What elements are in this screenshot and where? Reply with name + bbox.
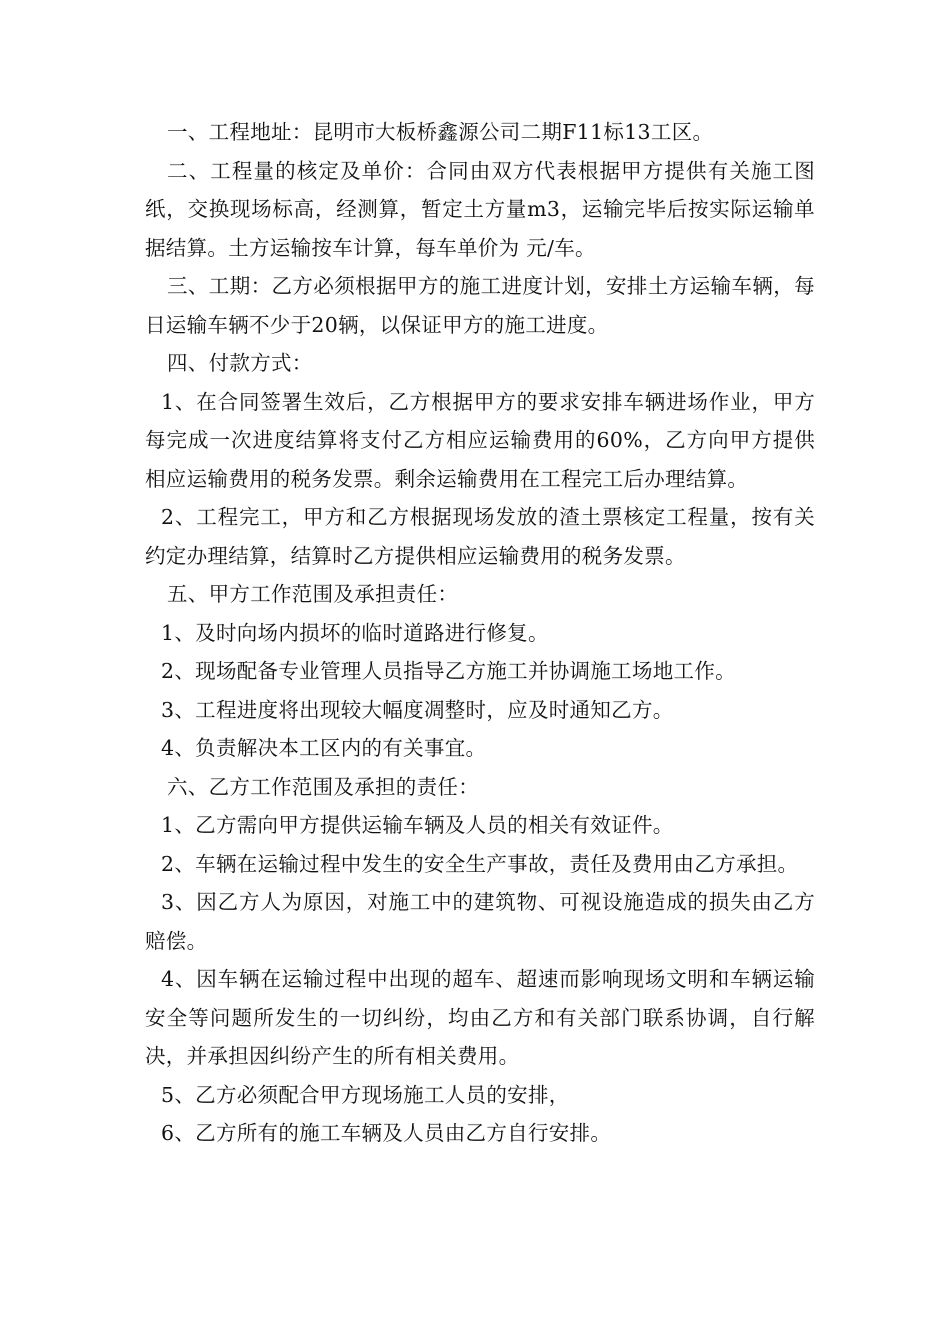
paragraph-party-b-item-2: 2、车辆在运输过程中发生的安全生产事故，责任及费用由乙方承担。 (161, 851, 799, 876)
paragraph-payment-item-2: 2、工程完工，甲方和乙方根据现场发放的渣土票核定工程量，按有关约定办理结算，结算时乙方提供相应运输费用的税务发票。 (145, 505, 815, 568)
paragraph-party-b-item-4: 4、因车辆在运输过程中出现的超车、超速而影响现场文明和车辆运输安全等问题所发生的一切纠纷，均由乙方和有关部门联系协调，自行解决，并承担因纠纷产生的所有相关费用。 (145, 967, 815, 1068)
paragraph-party-b-heading: 六、乙方工作范围及承担的责任： (167, 774, 479, 799)
paragraph-party-b-item-6: 6、乙方所有的施工车辆及人员由乙方自行安排。 (161, 1121, 612, 1145)
paragraph-party-b-item-1: 1、乙方需向甲方提供运输车辆及人员的相关有效证件。 (161, 813, 674, 837)
paragraph-party-a-item-3: 3、工程进度将出现较大幅度凋整时，应及时通知乙方。 (161, 697, 674, 722)
paragraph-party-a-heading: 五、甲方工作范围及承担责任： (167, 582, 459, 606)
paragraph-party-a-item-1: 1、及时向场内损坏的临时道路进行修复。 (161, 620, 549, 645)
paragraph-payment-heading: 四、付款方式： (167, 351, 313, 375)
paragraph-party-a-item-2: 2、现场配备专业管理人员指导乙方施工并协调施工场地工作。 (161, 659, 736, 683)
document-body (145, 113, 815, 1153)
paragraph-party-b-item-5: 5、乙方必须配合甲方现场施工人员的安排， (161, 1082, 570, 1107)
paragraph-quantity-and-price: 二、工程量的核定及单价：合同由双方代表根据甲方提供有关施工图纸，交换现场标高，经测算，暂定土方量m3，运输完毕后按实际运输单据结算。土方运输按车计算，每车单价为 元/车。 (145, 158, 815, 260)
paragraph-schedule: 三、工期：乙方必须根据甲方的施工进度计划，安排土方运输车辆，每日运输车辆不少于20辆，以保证甲方的施工进度。 (145, 274, 815, 337)
paragraph-project-address: 一、工程地址：昆明市大板桥鑫源公司二期F11标13工区。 (167, 120, 714, 144)
paragraph-party-a-item-4: 4、负责解决本工区内的有关事宜。 (161, 736, 487, 760)
paragraph-party-b-item-3: 3、因乙方人为原因，对施工中的建筑物、可视设施造成的损失由乙方赔偿。 (145, 890, 815, 953)
paragraph-payment-item-1: 1、在合同签署生效后，乙方根据甲方的要求安排车辆进场作业，甲方每完成一次进度结算将支付乙方相应运输费用的60%，乙方向甲方提供相应运输费用的税务发票。剩余运输费用在工程完工后办理结算。 (145, 389, 815, 491)
